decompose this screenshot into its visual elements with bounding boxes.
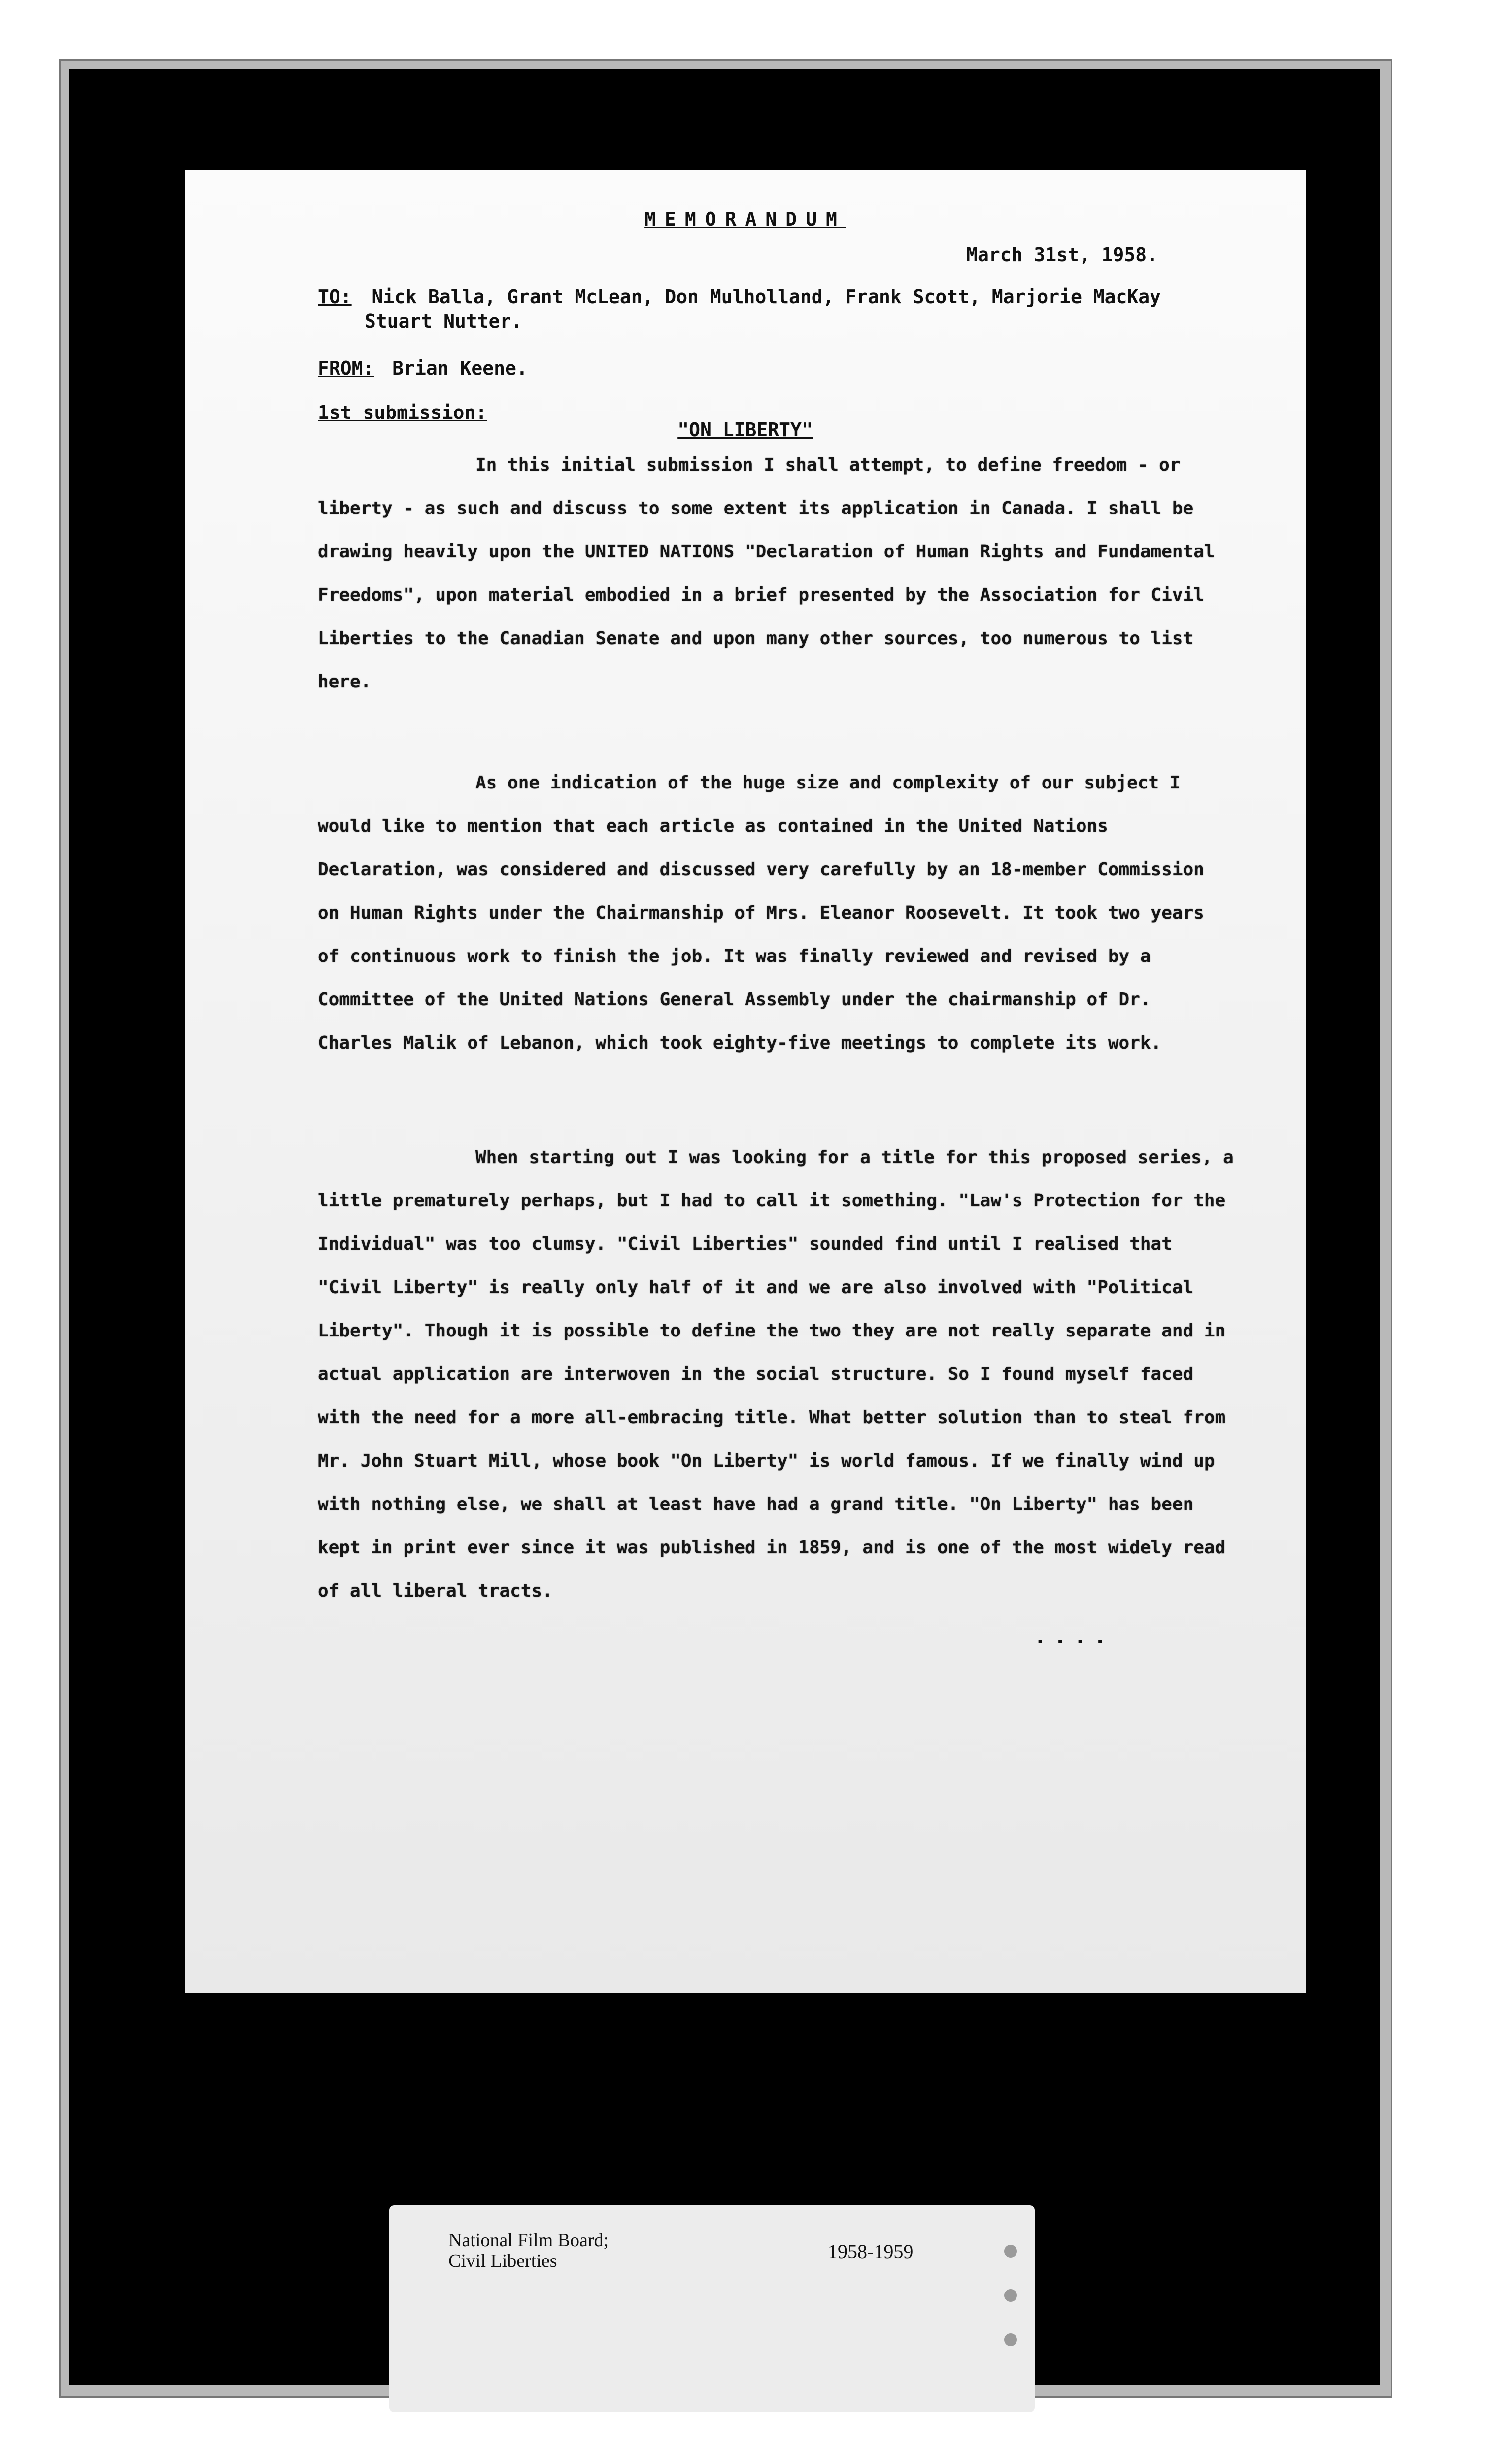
- from-line: [318, 357, 528, 379]
- archive-label-years: 1958-1959: [828, 2240, 914, 2262]
- punch-hole-icon: [1004, 2333, 1017, 2346]
- from-label: FROM:: [318, 357, 374, 379]
- from-name: Brian Keene.: [392, 357, 528, 379]
- archive-label-line1: National Film Board;: [448, 2230, 609, 2251]
- memo-page: [185, 170, 1306, 1993]
- memo-title: MEMORANDUM: [644, 208, 846, 230]
- to-line: [318, 286, 1161, 308]
- to-recipients-cont: Stuart Nutter.: [365, 310, 523, 332]
- punch-hole-icon: [1004, 2289, 1017, 2302]
- memo-date: March 31st, 1958.: [966, 244, 1158, 266]
- archive-label-text: [448, 2230, 609, 2271]
- to-label: TO:: [318, 286, 352, 308]
- to-recipients: Nick Balla, Grant McLean, Don Mulholland, Frank Scott, Marjorie MacKay: [372, 286, 1161, 308]
- archive-label-card: [389, 2205, 1035, 2412]
- paragraph-3: When starting out I was looking for a title for this proposed series, a little prematurely perhaps, but I had to call it something. "Law's Protection for the Individual" was too clumsy. "Civil Liberties" sounded find until I realised that "Civil Liberty" is really only half of it and we are also involved with "Political Liberty". Though it is possible to define the two they are not really separate and in actual application are interwoven in the social structure. So I found myself faced with the need for a more all-embracing title. What better solution than to steal from Mr. John Stuart Mill, whose book "On Liberty" is world famous. If we finally wind up with nothing else, we shall at least have had a grand title. "On Liberty" has been kept in print ever since it was published in 1859, and is one of the most widely read of all liberal tracts.: [318, 1147, 1234, 1601]
- paragraph-2: As one indication of the huge size and complexity of our subject I would like to mention that each article as contained in the United Nations Declaration, was considered and discussed very carefully by an 18-member Commission on Human Rights under the Chairmanship of Mrs. Eleanor Roosevelt. It took two years of continuous work to finish the job. It was finally reviewed and revised by a Committee of the United Nations General Assembly under the chairmanship of Dr. Charles Malik of Lebanon, which took eighty-five meetings to complete its work.: [318, 773, 1204, 1053]
- section-title: "ON LIBERTY": [677, 419, 813, 441]
- submission-label: 1st submission:: [318, 402, 487, 423]
- continuation-dots: ....: [1034, 1624, 1114, 1649]
- paragraph-1: In this initial submission I shall attempt, to define freedom - or liberty - as such and discuss to some extent its application in Canada. I shall be drawing heavily upon the UNITED NATIONS "Declaration of Human Rights and Fundamental Freedoms", upon material embodied in a brief presented by the Association for Civil Liberties to the Canadian Senate and upon many other sources, too numerous to list here.: [318, 455, 1215, 692]
- punch-hole-icon: [1004, 2245, 1017, 2258]
- archive-label-line2: Civil Liberties: [448, 2251, 557, 2271]
